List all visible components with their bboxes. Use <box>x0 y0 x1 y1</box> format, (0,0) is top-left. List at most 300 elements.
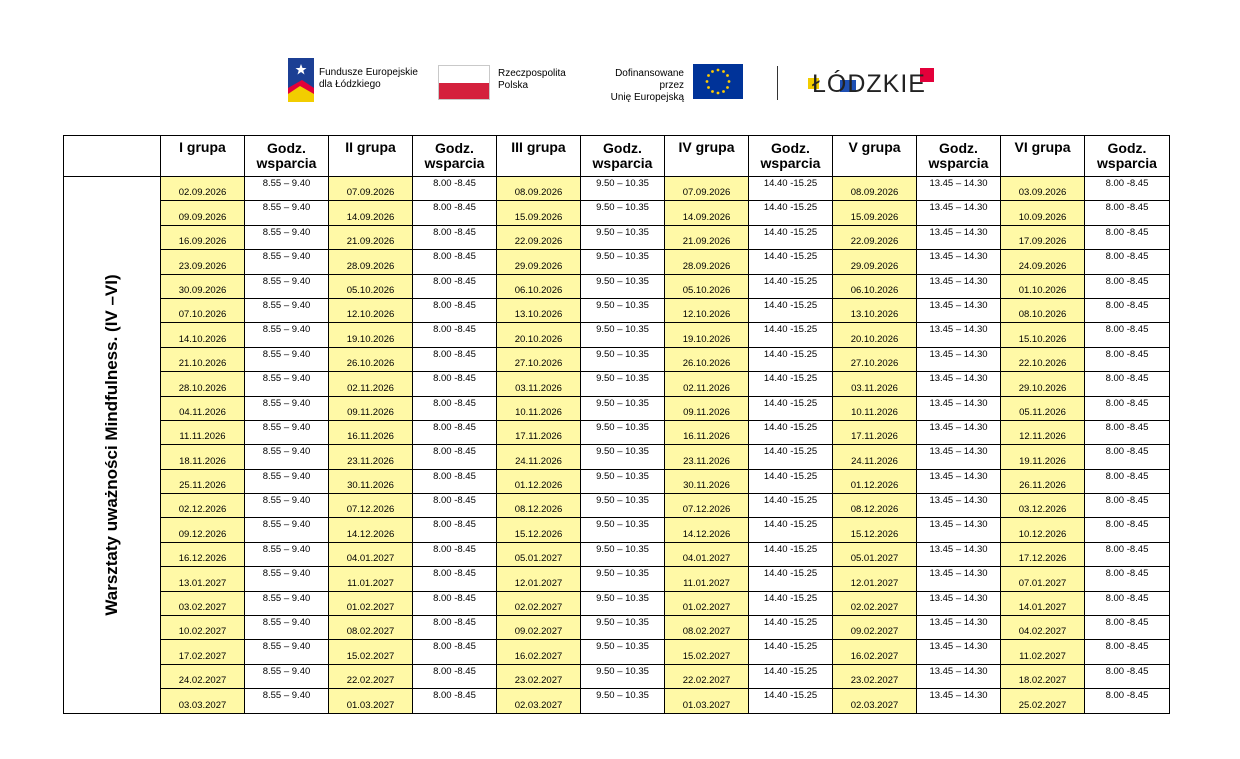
date-cell: 29.09.2026 <box>833 250 917 274</box>
date-cell: 12.11.2026 <box>1001 420 1085 444</box>
date-cell: 22.02.2027 <box>665 664 749 688</box>
date-cell: 30.11.2026 <box>665 469 749 493</box>
time-cell: 8.00 -8.45 <box>413 372 497 396</box>
date-cell: 10.12.2026 <box>1001 518 1085 542</box>
date-cell: 13.10.2026 <box>497 298 581 322</box>
date-cell: 05.01.2027 <box>497 542 581 566</box>
time-cell: 14.40 -15.25 <box>749 542 833 566</box>
group-header: III grupa <box>497 136 581 177</box>
date-cell: 23.02.2027 <box>497 664 581 688</box>
date-cell: 19.10.2026 <box>329 323 413 347</box>
date-cell: 17.11.2026 <box>833 420 917 444</box>
date-cell: 19.11.2026 <box>1001 445 1085 469</box>
date-cell: 23.02.2027 <box>833 664 917 688</box>
time-cell: 8.00 -8.45 <box>413 542 497 566</box>
date-cell: 29.09.2026 <box>497 250 581 274</box>
time-cell: 9.50 – 10.35 <box>581 567 665 591</box>
time-cell: 14.40 -15.25 <box>749 664 833 688</box>
table-row <box>64 445 1170 469</box>
group-header: V grupa <box>833 136 917 177</box>
corner-cell <box>64 136 161 177</box>
eu-cofunded-logo <box>588 56 748 106</box>
logo-strip <box>288 56 948 106</box>
hours-header: Godz. wsparcia <box>1085 136 1170 177</box>
time-cell: 8.00 -8.45 <box>413 396 497 420</box>
time-cell: 8.55 – 9.40 <box>245 298 329 322</box>
date-cell: 06.10.2026 <box>833 274 917 298</box>
time-cell: 13.45 – 14.30 <box>917 250 1001 274</box>
time-cell: 8.55 – 9.40 <box>245 250 329 274</box>
date-cell: 07.09.2026 <box>329 177 413 201</box>
table-row <box>64 640 1170 664</box>
eu-line1: Dofinansowane przez <box>615 68 684 91</box>
date-cell: 09.09.2026 <box>161 201 245 225</box>
time-cell: 13.45 – 14.30 <box>917 591 1001 615</box>
time-cell: 13.45 – 14.30 <box>917 445 1001 469</box>
time-cell: 9.50 – 10.35 <box>581 177 665 201</box>
time-cell: 8.55 – 9.40 <box>245 616 329 640</box>
date-cell: 14.09.2026 <box>329 201 413 225</box>
fe-flag-icon <box>288 58 314 102</box>
time-cell: 8.00 -8.45 <box>413 616 497 640</box>
date-cell: 07.09.2026 <box>665 177 749 201</box>
time-cell: 8.00 -8.45 <box>413 177 497 201</box>
time-cell: 8.00 -8.45 <box>1085 469 1170 493</box>
date-cell: 08.12.2026 <box>497 494 581 518</box>
date-cell: 08.02.2027 <box>329 616 413 640</box>
time-cell: 9.50 – 10.35 <box>581 445 665 469</box>
table-row <box>64 201 1170 225</box>
date-cell: 14.01.2027 <box>1001 591 1085 615</box>
date-cell: 07.12.2026 <box>665 494 749 518</box>
date-cell: 16.09.2026 <box>161 225 245 249</box>
date-cell: 25.02.2027 <box>1001 689 1085 713</box>
time-cell: 14.40 -15.25 <box>749 640 833 664</box>
date-cell: 05.11.2026 <box>1001 396 1085 420</box>
time-cell: 8.55 – 9.40 <box>245 664 329 688</box>
time-cell: 8.00 -8.45 <box>1085 347 1170 371</box>
date-cell: 02.02.2027 <box>833 591 917 615</box>
date-cell: 02.11.2026 <box>329 372 413 396</box>
time-cell: 13.45 – 14.30 <box>917 177 1001 201</box>
date-cell: 02.12.2026 <box>161 494 245 518</box>
time-cell: 8.55 – 9.40 <box>245 396 329 420</box>
date-cell: 12.01.2027 <box>833 567 917 591</box>
date-cell: 30.11.2026 <box>329 469 413 493</box>
time-cell: 14.40 -15.25 <box>749 323 833 347</box>
table-row <box>64 347 1170 371</box>
time-cell: 13.45 – 14.30 <box>917 201 1001 225</box>
date-cell: 21.10.2026 <box>161 347 245 371</box>
time-cell: 14.40 -15.25 <box>749 177 833 201</box>
time-cell: 14.40 -15.25 <box>749 396 833 420</box>
time-cell: 8.00 -8.45 <box>1085 591 1170 615</box>
date-cell: 03.12.2026 <box>1001 494 1085 518</box>
time-cell: 8.00 -8.45 <box>1085 616 1170 640</box>
header-row <box>64 136 1170 177</box>
date-cell: 24.11.2026 <box>497 445 581 469</box>
time-cell: 14.40 -15.25 <box>749 250 833 274</box>
date-cell: 09.12.2026 <box>161 518 245 542</box>
date-cell: 17.11.2026 <box>497 420 581 444</box>
date-cell: 08.09.2026 <box>833 177 917 201</box>
time-cell: 8.55 – 9.40 <box>245 372 329 396</box>
time-cell: 8.00 -8.45 <box>1085 445 1170 469</box>
date-cell: 17.02.2027 <box>161 640 245 664</box>
date-cell: 14.12.2026 <box>665 518 749 542</box>
workshop-title: Warsztaty uważności Mindfulness. (IV –VI) <box>102 274 121 616</box>
time-cell: 9.50 – 10.35 <box>581 591 665 615</box>
table-row <box>64 420 1170 444</box>
time-cell: 9.50 – 10.35 <box>581 664 665 688</box>
table-row <box>64 396 1170 420</box>
time-cell: 9.50 – 10.35 <box>581 372 665 396</box>
pl-line2: Polska <box>498 80 529 91</box>
time-cell: 14.40 -15.25 <box>749 225 833 249</box>
date-cell: 22.02.2027 <box>329 664 413 688</box>
date-cell: 09.11.2026 <box>329 396 413 420</box>
hours-header: Godz. wsparcia <box>413 136 497 177</box>
time-cell: 8.00 -8.45 <box>413 250 497 274</box>
eu-line2: Unię Europejską <box>610 92 684 103</box>
date-cell: 10.02.2027 <box>161 616 245 640</box>
date-cell: 01.10.2026 <box>1001 274 1085 298</box>
hours-header: Godz. wsparcia <box>581 136 665 177</box>
time-cell: 8.00 -8.45 <box>413 664 497 688</box>
table-row <box>64 616 1170 640</box>
time-cell: 14.40 -15.25 <box>749 274 833 298</box>
time-cell: 8.00 -8.45 <box>413 274 497 298</box>
date-cell: 13.10.2026 <box>833 298 917 322</box>
date-cell: 03.09.2026 <box>1001 177 1085 201</box>
date-cell: 11.01.2027 <box>329 567 413 591</box>
date-cell: 02.03.2027 <box>497 689 581 713</box>
time-cell: 14.40 -15.25 <box>749 616 833 640</box>
time-cell: 14.40 -15.25 <box>749 372 833 396</box>
date-cell: 08.10.2026 <box>1001 298 1085 322</box>
date-cell: 28.09.2026 <box>665 250 749 274</box>
fe-line2: dla Łódzkiego <box>319 79 381 90</box>
date-cell: 15.09.2026 <box>497 201 581 225</box>
date-cell: 14.09.2026 <box>665 201 749 225</box>
time-cell: 13.45 – 14.30 <box>917 494 1001 518</box>
time-cell: 13.45 – 14.30 <box>917 640 1001 664</box>
time-cell: 8.55 – 9.40 <box>245 201 329 225</box>
hours-header: Godz. wsparcia <box>917 136 1001 177</box>
date-cell: 28.09.2026 <box>329 250 413 274</box>
date-cell: 16.12.2026 <box>161 542 245 566</box>
date-cell: 25.11.2026 <box>161 469 245 493</box>
date-cell: 22.09.2026 <box>497 225 581 249</box>
date-cell: 16.02.2027 <box>833 640 917 664</box>
date-cell: 28.10.2026 <box>161 372 245 396</box>
rzeczpospolita-polska-logo <box>438 56 578 106</box>
date-cell: 03.11.2026 <box>497 372 581 396</box>
time-cell: 13.45 – 14.30 <box>917 664 1001 688</box>
date-cell: 15.09.2026 <box>833 201 917 225</box>
date-cell: 19.10.2026 <box>665 323 749 347</box>
time-cell: 9.50 – 10.35 <box>581 640 665 664</box>
time-cell: 8.00 -8.45 <box>413 225 497 249</box>
time-cell: 14.40 -15.25 <box>749 298 833 322</box>
date-cell: 11.11.2026 <box>161 420 245 444</box>
time-cell: 13.45 – 14.30 <box>917 298 1001 322</box>
time-cell: 9.50 – 10.35 <box>581 250 665 274</box>
time-cell: 13.45 – 14.30 <box>917 616 1001 640</box>
time-cell: 8.00 -8.45 <box>413 567 497 591</box>
table-row <box>64 274 1170 298</box>
date-cell: 06.10.2026 <box>497 274 581 298</box>
date-cell: 15.12.2026 <box>497 518 581 542</box>
date-cell: 23.11.2026 <box>665 445 749 469</box>
time-cell: 8.00 -8.45 <box>1085 420 1170 444</box>
time-cell: 8.00 -8.45 <box>413 689 497 713</box>
date-cell: 16.11.2026 <box>665 420 749 444</box>
date-cell: 20.10.2026 <box>833 323 917 347</box>
time-cell: 13.45 – 14.30 <box>917 420 1001 444</box>
time-cell: 8.55 – 9.40 <box>245 469 329 493</box>
time-cell: 8.00 -8.45 <box>1085 518 1170 542</box>
date-cell: 01.03.2027 <box>329 689 413 713</box>
time-cell: 9.50 – 10.35 <box>581 323 665 347</box>
time-cell: 9.50 – 10.35 <box>581 201 665 225</box>
date-cell: 02.11.2026 <box>665 372 749 396</box>
time-cell: 13.45 – 14.30 <box>917 518 1001 542</box>
fundusze-europejskie-logo <box>288 56 428 106</box>
table-row <box>64 567 1170 591</box>
time-cell: 8.55 – 9.40 <box>245 225 329 249</box>
workshop-label-cell <box>64 177 161 714</box>
date-cell: 08.02.2027 <box>665 616 749 640</box>
time-cell: 8.00 -8.45 <box>413 494 497 518</box>
date-cell: 07.12.2026 <box>329 494 413 518</box>
time-cell: 9.50 – 10.35 <box>581 689 665 713</box>
time-cell: 8.00 -8.45 <box>413 298 497 322</box>
date-cell: 11.02.2027 <box>1001 640 1085 664</box>
date-cell: 30.09.2026 <box>161 274 245 298</box>
date-cell: 18.02.2027 <box>1001 664 1085 688</box>
date-cell: 13.01.2027 <box>161 567 245 591</box>
date-cell: 16.11.2026 <box>329 420 413 444</box>
time-cell: 8.00 -8.45 <box>413 591 497 615</box>
date-cell: 15.10.2026 <box>1001 323 1085 347</box>
time-cell: 13.45 – 14.30 <box>917 567 1001 591</box>
date-cell: 14.12.2026 <box>329 518 413 542</box>
date-cell: 02.09.2026 <box>161 177 245 201</box>
date-cell: 01.12.2026 <box>497 469 581 493</box>
time-cell: 14.40 -15.25 <box>749 689 833 713</box>
time-cell: 13.45 – 14.30 <box>917 689 1001 713</box>
table-row <box>64 250 1170 274</box>
table-row <box>64 542 1170 566</box>
date-cell: 01.02.2027 <box>665 591 749 615</box>
time-cell: 8.00 -8.45 <box>413 347 497 371</box>
time-cell: 8.00 -8.45 <box>413 323 497 347</box>
hours-header: Godz. wsparcia <box>749 136 833 177</box>
date-cell: 08.09.2026 <box>497 177 581 201</box>
time-cell: 8.55 – 9.40 <box>245 542 329 566</box>
time-cell: 9.50 – 10.35 <box>581 225 665 249</box>
date-cell: 26.10.2026 <box>665 347 749 371</box>
date-cell: 10.09.2026 <box>1001 201 1085 225</box>
time-cell: 13.45 – 14.30 <box>917 347 1001 371</box>
time-cell: 8.55 – 9.40 <box>245 591 329 615</box>
date-cell: 02.03.2027 <box>833 689 917 713</box>
time-cell: 8.00 -8.45 <box>1085 372 1170 396</box>
time-cell: 8.55 – 9.40 <box>245 567 329 591</box>
time-cell: 8.00 -8.45 <box>1085 640 1170 664</box>
time-cell: 13.45 – 14.30 <box>917 225 1001 249</box>
time-cell: 9.50 – 10.35 <box>581 469 665 493</box>
date-cell: 12.01.2027 <box>497 567 581 591</box>
time-cell: 9.50 – 10.35 <box>581 396 665 420</box>
lodzkie-wordmark: ŁÓDZKIE <box>812 70 926 98</box>
date-cell: 12.10.2026 <box>329 298 413 322</box>
date-cell: 05.10.2026 <box>665 274 749 298</box>
table-row <box>64 469 1170 493</box>
table-row <box>64 298 1170 322</box>
date-cell: 21.09.2026 <box>329 225 413 249</box>
date-cell: 10.11.2026 <box>833 396 917 420</box>
table-row <box>64 225 1170 249</box>
table-row <box>64 323 1170 347</box>
date-cell: 29.10.2026 <box>1001 372 1085 396</box>
time-cell: 9.50 – 10.35 <box>581 347 665 371</box>
date-cell: 17.12.2026 <box>1001 542 1085 566</box>
polish-flag-icon <box>438 65 490 100</box>
date-cell: 15.12.2026 <box>833 518 917 542</box>
schedule-table <box>63 135 1170 714</box>
time-cell: 8.00 -8.45 <box>1085 494 1170 518</box>
time-cell: 14.40 -15.25 <box>749 591 833 615</box>
time-cell: 8.00 -8.45 <box>1085 542 1170 566</box>
date-cell: 26.11.2026 <box>1001 469 1085 493</box>
time-cell: 13.45 – 14.30 <box>917 274 1001 298</box>
date-cell: 02.02.2027 <box>497 591 581 615</box>
time-cell: 9.50 – 10.35 <box>581 274 665 298</box>
time-cell: 8.55 – 9.40 <box>245 518 329 542</box>
time-cell: 8.00 -8.45 <box>413 201 497 225</box>
pl-line1: Rzeczpospolita <box>498 68 566 79</box>
date-cell: 15.02.2027 <box>329 640 413 664</box>
time-cell: 8.00 -8.45 <box>1085 274 1170 298</box>
time-cell: 14.40 -15.25 <box>749 567 833 591</box>
date-cell: 14.10.2026 <box>161 323 245 347</box>
time-cell: 8.00 -8.45 <box>413 469 497 493</box>
date-cell: 23.09.2026 <box>161 250 245 274</box>
time-cell: 9.50 – 10.35 <box>581 518 665 542</box>
table-row <box>64 591 1170 615</box>
date-cell: 04.01.2027 <box>329 542 413 566</box>
time-cell: 14.40 -15.25 <box>749 469 833 493</box>
date-cell: 04.11.2026 <box>161 396 245 420</box>
date-cell: 11.01.2027 <box>665 567 749 591</box>
table-row <box>64 689 1170 713</box>
time-cell: 8.00 -8.45 <box>1085 689 1170 713</box>
time-cell: 14.40 -15.25 <box>749 494 833 518</box>
table-row <box>64 177 1170 201</box>
date-cell: 24.09.2026 <box>1001 250 1085 274</box>
time-cell: 8.00 -8.45 <box>1085 298 1170 322</box>
date-cell: 07.10.2026 <box>161 298 245 322</box>
date-cell: 21.09.2026 <box>665 225 749 249</box>
date-cell: 09.02.2027 <box>833 616 917 640</box>
time-cell: 8.55 – 9.40 <box>245 640 329 664</box>
lodzkie-logo <box>808 56 948 106</box>
date-cell: 23.11.2026 <box>329 445 413 469</box>
time-cell: 8.00 -8.45 <box>413 640 497 664</box>
time-cell: 14.40 -15.25 <box>749 420 833 444</box>
time-cell: 8.00 -8.45 <box>413 420 497 444</box>
time-cell: 8.55 – 9.40 <box>245 347 329 371</box>
time-cell: 8.55 – 9.40 <box>245 177 329 201</box>
date-cell: 03.03.2027 <box>161 689 245 713</box>
time-cell: 9.50 – 10.35 <box>581 542 665 566</box>
time-cell: 13.45 – 14.30 <box>917 323 1001 347</box>
time-cell: 8.00 -8.45 <box>1085 567 1170 591</box>
time-cell: 8.55 – 9.40 <box>245 445 329 469</box>
table-row <box>64 664 1170 688</box>
time-cell: 13.45 – 14.30 <box>917 469 1001 493</box>
time-cell: 8.55 – 9.40 <box>245 689 329 713</box>
time-cell: 9.50 – 10.35 <box>581 298 665 322</box>
fe-line1: Fundusze Europejskie <box>319 67 418 78</box>
date-cell: 01.12.2026 <box>833 469 917 493</box>
table-row <box>64 372 1170 396</box>
time-cell: 13.45 – 14.30 <box>917 542 1001 566</box>
time-cell: 9.50 – 10.35 <box>581 494 665 518</box>
time-cell: 8.00 -8.45 <box>1085 225 1170 249</box>
group-header: IV grupa <box>665 136 749 177</box>
date-cell: 12.10.2026 <box>665 298 749 322</box>
time-cell: 8.55 – 9.40 <box>245 494 329 518</box>
date-cell: 27.10.2026 <box>497 347 581 371</box>
group-header: VI grupa <box>1001 136 1085 177</box>
group-header: II grupa <box>329 136 413 177</box>
table-row <box>64 494 1170 518</box>
date-cell: 27.10.2026 <box>833 347 917 371</box>
date-cell: 04.01.2027 <box>665 542 749 566</box>
group-header: I grupa <box>161 136 245 177</box>
time-cell: 8.55 – 9.40 <box>245 274 329 298</box>
date-cell: 24.11.2026 <box>833 445 917 469</box>
date-cell: 20.10.2026 <box>497 323 581 347</box>
date-cell: 10.11.2026 <box>497 396 581 420</box>
time-cell: 14.40 -15.25 <box>749 445 833 469</box>
date-cell: 24.02.2027 <box>161 664 245 688</box>
date-cell: 03.02.2027 <box>161 591 245 615</box>
time-cell: 14.40 -15.25 <box>749 347 833 371</box>
date-cell: 05.10.2026 <box>329 274 413 298</box>
time-cell: 8.00 -8.45 <box>1085 177 1170 201</box>
date-cell: 04.02.2027 <box>1001 616 1085 640</box>
time-cell: 8.55 – 9.40 <box>245 323 329 347</box>
date-cell: 16.02.2027 <box>497 640 581 664</box>
time-cell: 8.00 -8.45 <box>1085 323 1170 347</box>
time-cell: 8.00 -8.45 <box>1085 201 1170 225</box>
date-cell: 15.02.2027 <box>665 640 749 664</box>
date-cell: 05.01.2027 <box>833 542 917 566</box>
date-cell: 18.11.2026 <box>161 445 245 469</box>
time-cell: 13.45 – 14.30 <box>917 396 1001 420</box>
date-cell: 09.02.2027 <box>497 616 581 640</box>
time-cell: 8.55 – 9.40 <box>245 420 329 444</box>
time-cell: 13.45 – 14.30 <box>917 372 1001 396</box>
time-cell: 8.00 -8.45 <box>1085 396 1170 420</box>
time-cell: 14.40 -15.25 <box>749 518 833 542</box>
date-cell: 07.01.2027 <box>1001 567 1085 591</box>
time-cell: 14.40 -15.25 <box>749 201 833 225</box>
